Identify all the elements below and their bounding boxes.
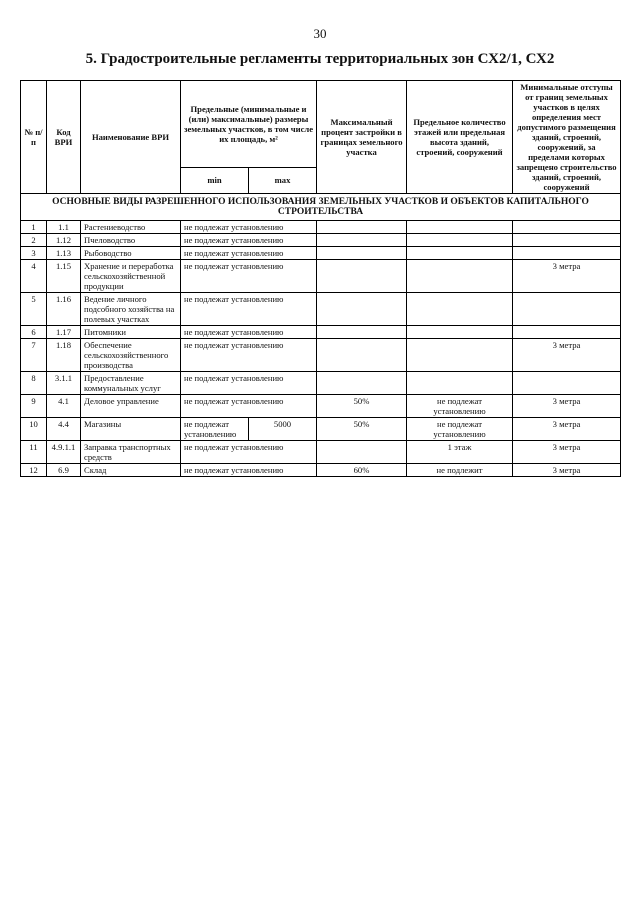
row-code: 1.12 xyxy=(47,234,81,247)
row-code: 1.18 xyxy=(47,339,81,372)
row-floors xyxy=(407,372,513,395)
row-area: не подлежат установлению xyxy=(181,464,317,477)
row-setback xyxy=(513,234,621,247)
row-area: не подлежат установлению xyxy=(181,221,317,234)
table-row xyxy=(21,339,621,372)
row-num: 5 xyxy=(21,293,47,326)
row-area: не подлежат установлению xyxy=(181,372,317,395)
row-num: 10 xyxy=(21,418,47,441)
row-code: 4.1 xyxy=(47,395,81,418)
row-setback xyxy=(513,326,621,339)
header-row xyxy=(21,81,621,168)
table-row xyxy=(21,395,621,418)
table-row xyxy=(21,326,621,339)
row-setback: 3 метра xyxy=(513,260,621,293)
row-percent xyxy=(317,372,407,395)
row-setback: 3 метра xyxy=(513,339,621,372)
row-floors: 1 этаж xyxy=(407,441,513,464)
table-row xyxy=(21,247,621,260)
row-num: 6 xyxy=(21,326,47,339)
table-row xyxy=(21,234,621,247)
row-name: Предоставление коммунальных услуг xyxy=(81,372,181,395)
row-percent xyxy=(317,326,407,339)
row-floors xyxy=(407,326,513,339)
row-name: Рыбоводство xyxy=(81,247,181,260)
row-name: Обеспечение сельскохозяйственного производства xyxy=(81,339,181,372)
row-percent xyxy=(317,221,407,234)
row-percent: 50% xyxy=(317,395,407,418)
row-name: Ведение личного подсобного хозяйства на полевых участках xyxy=(81,293,181,326)
row-floors: не подлежит xyxy=(407,464,513,477)
row-percent xyxy=(317,247,407,260)
row-code: 6.9 xyxy=(47,464,81,477)
row-num: 12 xyxy=(21,464,47,477)
row-area: не подлежат установлению xyxy=(181,293,317,326)
table-row xyxy=(21,418,621,441)
row-code: 1.15 xyxy=(47,260,81,293)
row-percent xyxy=(317,260,407,293)
row-setback xyxy=(513,293,621,326)
row-name: Пчеловодство xyxy=(81,234,181,247)
header-floors: Предельное количество этажей или предельная высота зданий, строений, сооружений xyxy=(407,81,513,194)
row-floors xyxy=(407,247,513,260)
row-percent xyxy=(317,441,407,464)
row-code: 1.17 xyxy=(47,326,81,339)
row-floors xyxy=(407,260,513,293)
header-code: Код ВРИ xyxy=(47,81,81,194)
header-setback: Минимальные отступы от границ земельных участков в целях определения мест допустимого размещения зданий, строений, сооружений, за пределами которых запрещено строительство зданий, строений, сооружений xyxy=(513,81,621,194)
row-setback: 3 метра xyxy=(513,464,621,477)
row-name: Магазины xyxy=(81,418,181,441)
row-setback: 3 метра xyxy=(513,395,621,418)
header-area: Предельные (минимальные и (или) максимальные) размеры земельных участков, в том числе их площадь, м² xyxy=(181,81,317,168)
row-area: не подлежат установлению xyxy=(181,326,317,339)
table-row xyxy=(21,221,621,234)
table-row xyxy=(21,260,621,293)
row-area-min: не подлежат установлению xyxy=(181,418,249,441)
row-num: 3 xyxy=(21,247,47,260)
row-floors xyxy=(407,234,513,247)
row-setback xyxy=(513,221,621,234)
row-name: Склад xyxy=(81,464,181,477)
page-number: 30 xyxy=(313,26,327,41)
row-name: Растениеводство xyxy=(81,221,181,234)
regulations-table xyxy=(20,80,621,477)
row-percent: 60% xyxy=(317,464,407,477)
row-num: 2 xyxy=(21,234,47,247)
header-area-max: max xyxy=(249,167,317,193)
row-setback xyxy=(513,372,621,395)
row-area: не подлежат установлению xyxy=(181,234,317,247)
row-area-max: 5000 xyxy=(249,418,317,441)
row-num: 4 xyxy=(21,260,47,293)
page-title: 5. Градостроительные регламенты территориальных зон СХ2/1, СХ2 xyxy=(85,51,555,67)
section-title: ОСНОВНЫЕ ВИДЫ РАЗРЕШЕННОГО ИСПОЛЬЗОВАНИЯ ЗЕМЕЛЬНЫХ УЧАСТКОВ И ОБЪЕКТОВ КАПИТАЛЬНОГО СТРОИТЕЛЬСТВА xyxy=(21,194,621,221)
row-name: Деловое управление xyxy=(81,395,181,418)
row-num: 7 xyxy=(21,339,47,372)
header-name: Наименование ВРИ xyxy=(81,81,181,194)
header-percent: Максимальный процент застройки в границах земельного участка xyxy=(317,81,407,194)
table-row xyxy=(21,293,621,326)
row-code: 1.13 xyxy=(47,247,81,260)
row-setback xyxy=(513,247,621,260)
table-row xyxy=(21,441,621,464)
row-num: 8 xyxy=(21,372,47,395)
section-row xyxy=(21,194,621,221)
row-floors xyxy=(407,221,513,234)
row-floors xyxy=(407,339,513,372)
table-row xyxy=(21,372,621,395)
row-area: не подлежат установлению xyxy=(181,395,317,418)
table-row xyxy=(21,464,621,477)
header-area-min: min xyxy=(181,167,249,193)
row-floors xyxy=(407,293,513,326)
row-percent xyxy=(317,339,407,372)
row-percent: 50% xyxy=(317,418,407,441)
row-code: 4.9.1.1 xyxy=(47,441,81,464)
row-code: 1.1 xyxy=(47,221,81,234)
row-num: 9 xyxy=(21,395,47,418)
row-num: 1 xyxy=(21,221,47,234)
row-area: не подлежат установлению xyxy=(181,260,317,293)
row-code: 3.1.1 xyxy=(47,372,81,395)
row-setback: 3 метра xyxy=(513,441,621,464)
row-area: не подлежат установлению xyxy=(181,441,317,464)
row-percent xyxy=(317,293,407,326)
row-floors: не подлежат установлению xyxy=(407,418,513,441)
row-setback: 3 метра xyxy=(513,418,621,441)
row-name: Заправка транспортных средств xyxy=(81,441,181,464)
row-code: 1.16 xyxy=(47,293,81,326)
row-name: Питомники xyxy=(81,326,181,339)
row-percent xyxy=(317,234,407,247)
row-num: 11 xyxy=(21,441,47,464)
row-area: не подлежат установлению xyxy=(181,247,317,260)
row-area: не подлежат установлению xyxy=(181,339,317,372)
header-num: № п/п xyxy=(21,81,47,194)
row-name: Хранение и переработка сельскохозяйственной продукции xyxy=(81,260,181,293)
row-floors: не подлежат установлению xyxy=(407,395,513,418)
row-code: 4.4 xyxy=(47,418,81,441)
